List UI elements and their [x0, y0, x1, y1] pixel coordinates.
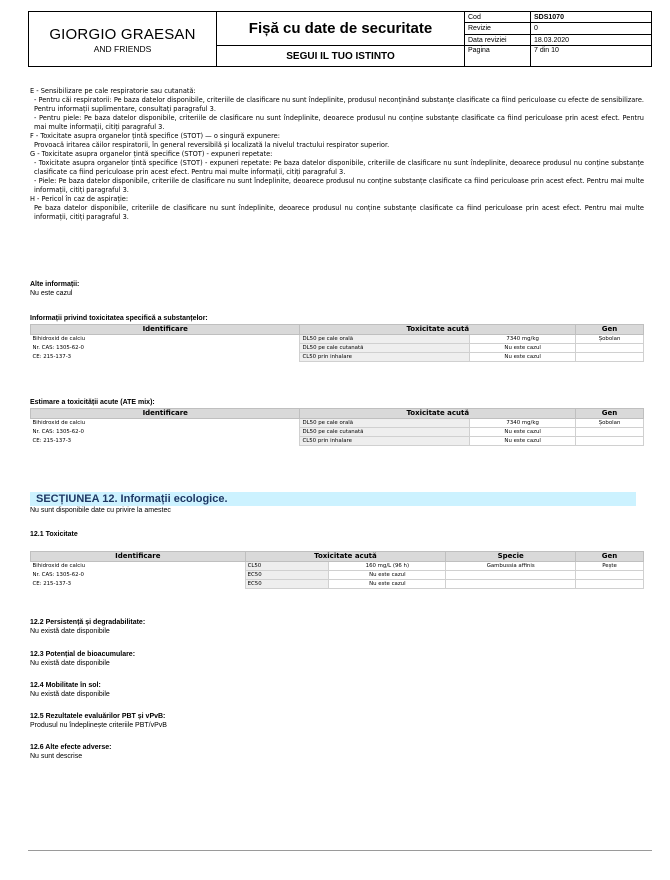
gen-cell — [576, 437, 644, 446]
test-cell: EC50 — [245, 571, 329, 580]
test-cell: DL50 pe cale cutanată — [300, 344, 470, 353]
eco-header-ident: Identificare — [31, 552, 246, 562]
table-row — [31, 580, 644, 589]
meta-key-revision: Revizie — [465, 23, 531, 34]
specie-cell: Gambussia affinis — [446, 562, 576, 571]
table-row — [31, 437, 644, 446]
substance-toxicity-block — [30, 314, 644, 362]
ident-cell: Bihidroxid de calciu — [31, 335, 300, 344]
subsection-value: Nu există date disponibile — [30, 691, 110, 699]
subsection-label: 12.5 Rezultatele evaluărilor PBT și vPvB: — [30, 713, 166, 720]
gen-cell: Pește — [576, 562, 644, 571]
tox-paragraph: - Pentru căi respiratorii: Pe baza datelor disponibile, criteriile de clasificare nu sunt îndeplinite, produsul neconținând substanțe clasificate ca fiind periculoase cu efecte de sensibilizare. Pentru informații suplimentare, consultați paragraful 3. — [34, 96, 644, 113]
meta-value-code: SDS1070 — [531, 12, 652, 23]
subsection-value: Nu sunt descrise — [30, 753, 83, 761]
test-cell: CL50 — [245, 562, 329, 571]
table2-header-ident: Identificare — [31, 409, 300, 419]
test-cell: DL50 pe cale orală — [300, 419, 470, 428]
eco-header-tox: Toxicitate acută — [245, 552, 446, 562]
subsection-label: 12.6 Alte efecte adverse: — [30, 744, 112, 751]
document-header — [28, 11, 652, 67]
subsection-label: 12.4 Mobilitate în sol: — [30, 682, 101, 689]
gen-cell: Șobolan — [576, 419, 644, 428]
gen-cell — [576, 428, 644, 437]
gen-cell — [576, 344, 644, 353]
table1-header-tox: Toxicitate acută — [300, 325, 576, 335]
tox-paragraph: - Toxicitate asupra organelor țintă specifice (STOT) - expuneri repetate: Pe baza datelor disponibile, criteriile de clasificare nu sunt îndeplinite, deoarece produsul nu conține substanțe clasificate ca fiind periculoase prin acest efect. Pentru mai multe informații, citiți paragraful 3. — [34, 159, 644, 176]
subsection-value: Nu există date disponibile — [30, 628, 110, 636]
eco-header-gen: Gen — [576, 552, 644, 562]
table-row — [31, 335, 644, 344]
table-row — [31, 419, 644, 428]
table-row — [31, 562, 644, 571]
ident-cell: Bihidroxid de calciu — [31, 562, 246, 571]
subsection-12-2 — [30, 618, 145, 636]
meta-value-revision: 0 — [531, 23, 652, 34]
tox-paragraph: - Pentru piele: Pe baza datelor disponibile, criteriile de clasificare nu sunt îndeplinite, deoarece produsul nu conține substanțe clasificate ca fiind periculoase prin acest efect. Pentru mai multe informații, citiți paragraful 3. — [34, 114, 644, 131]
toxicology-text — [30, 87, 644, 222]
company-cell — [29, 12, 217, 67]
gen-cell — [576, 571, 644, 580]
ident-cell: Nr. CAS: 1305-62-0 — [31, 571, 246, 580]
tox-paragraph: Pe baza datelor disponibile, criteriile de clasificare nu sunt îndeplinite, deoarece produsul nu conține substanțe clasificate ca fiind periculoase prin acest efect. Pentru mai multe informații, citiți paragraful 3. — [34, 204, 644, 221]
specie-cell — [446, 571, 576, 580]
tox-paragraph: G - Toxicitate asupra organelor țintă specifice (STOT) - expuneri repetate: — [30, 150, 273, 158]
company-name: GIORGIO GRAESAN — [49, 25, 196, 43]
test-cell: CL50 prin inhalare — [300, 353, 470, 362]
ident-cell: Nr. CAS: 1305-62-0 — [31, 344, 300, 353]
subsection-label: 12.2 Persistență și degradabilitate: — [30, 619, 146, 626]
section-12-note: Nu sunt disponibile date cu privire la amestec — [30, 507, 171, 514]
value-cell: 7340 mg/kg — [470, 335, 576, 344]
value-cell: Nu este cazul — [470, 428, 576, 437]
eco-toxicity-block — [30, 551, 644, 589]
value-cell: Nu este cazul — [329, 571, 446, 580]
table-row — [31, 353, 644, 362]
value-cell: Nu este cazul — [329, 580, 446, 589]
value-cell: 7340 mg/kg — [470, 419, 576, 428]
table-row — [31, 428, 644, 437]
value-cell: Nu este cazul — [470, 344, 576, 353]
tox-paragraph: H - Pericol în caz de aspirație: — [30, 195, 129, 203]
section-12-title: SECȚIUNEA 12. Informații ecologice. — [36, 493, 228, 505]
subsection-value: Nu există date disponibile — [30, 660, 110, 668]
table2-header-gen: Gen — [576, 409, 644, 419]
document-title: Fișă cu date de securitate — [217, 12, 465, 46]
test-cell: CL50 prin inhalare — [300, 437, 470, 446]
subsection-12-3 — [30, 650, 135, 668]
meta-value-revision-date: 18.03.2020 — [531, 34, 652, 45]
subsection-label: 12.3 Potențial de bioacumulare: — [30, 651, 136, 658]
ident-cell: CE: 215-137-3 — [31, 580, 246, 589]
eco-toxicity-table — [30, 551, 644, 589]
meta-value-page: 7 din 10 — [531, 46, 652, 67]
page-bottom-rule — [28, 850, 652, 851]
ate-mix-table — [30, 408, 644, 446]
subsection-12-5 — [30, 712, 167, 730]
section-12-heading — [30, 492, 636, 506]
meta-key-page: Pagina — [465, 46, 531, 67]
table1-header-gen: Gen — [576, 325, 644, 335]
tox-paragraph: E - Sensibilizare pe cale respiratorie sau cutanată: — [30, 87, 196, 95]
ident-cell: CE: 215-137-3 — [31, 353, 300, 362]
test-cell: DL50 pe cale orală — [300, 335, 470, 344]
tox-paragraph: F - Toxicitate asupra organelor țintă specifice (STOT) — o singură expunere: — [30, 132, 280, 140]
table1-header-ident: Identificare — [31, 325, 300, 335]
ate-mix-block — [30, 398, 644, 446]
substance-toxicity-table — [30, 324, 644, 362]
eco-header-specie: Specie — [446, 552, 576, 562]
ident-cell: Bihidroxid de calciu — [31, 419, 300, 428]
subsection-12-6 — [30, 743, 111, 761]
other-info-value: Nu este cazul — [30, 290, 73, 298]
gen-cell — [576, 353, 644, 362]
subsection-value: Produsul nu îndeplinește criteriile PBT/vPvB — [30, 722, 167, 730]
tox-paragraph: - Piele: Pe baza datelor disponibile, criteriile de clasificare nu sunt îndeplinite, deoarece produsul nu conține substanțe clasificate ca fiind periculoase prin acest efect. Pentru mai multe informații, citiți paragraful 3. — [34, 177, 644, 194]
table2-header-tox: Toxicitate acută — [300, 409, 576, 419]
ident-cell: Nr. CAS: 1305-62-0 — [31, 428, 300, 437]
specie-cell — [446, 580, 576, 589]
ident-cell: CE: 215-137-3 — [31, 437, 300, 446]
table2-caption: Estimare a toxicității acute (ATE mix): — [30, 399, 155, 406]
subsection-12-4 — [30, 681, 110, 699]
toxicity-heading: 12.1 Toxicitate — [30, 531, 78, 538]
gen-cell — [576, 580, 644, 589]
table-row — [31, 344, 644, 353]
other-info-label: Alte informații: — [30, 281, 80, 288]
value-cell: Nu este cazul — [470, 437, 576, 446]
table-row — [31, 571, 644, 580]
meta-key-code: Cod — [465, 12, 531, 23]
slogan: SEGUI IL TUO ISTINTO — [217, 46, 465, 67]
company-subtitle: AND FRIENDS — [93, 44, 152, 55]
value-cell: Nu este cazul — [470, 353, 576, 362]
test-cell: EC50 — [245, 580, 329, 589]
test-cell: DL50 pe cale cutanată — [300, 428, 470, 437]
gen-cell: Șobolan — [576, 335, 644, 344]
meta-key-revision-date: Data reviziei — [465, 34, 531, 45]
tox-paragraph: Provoacă iritarea căilor respiratorii, în general reversibilă și localizată la nivelul tractului respirator superior. — [34, 141, 390, 149]
value-cell: 160 mg/L (96 h) — [329, 562, 446, 571]
table1-caption: Informații privind toxicitatea specifică a substanțelor: — [30, 315, 208, 322]
other-info — [30, 280, 79, 298]
